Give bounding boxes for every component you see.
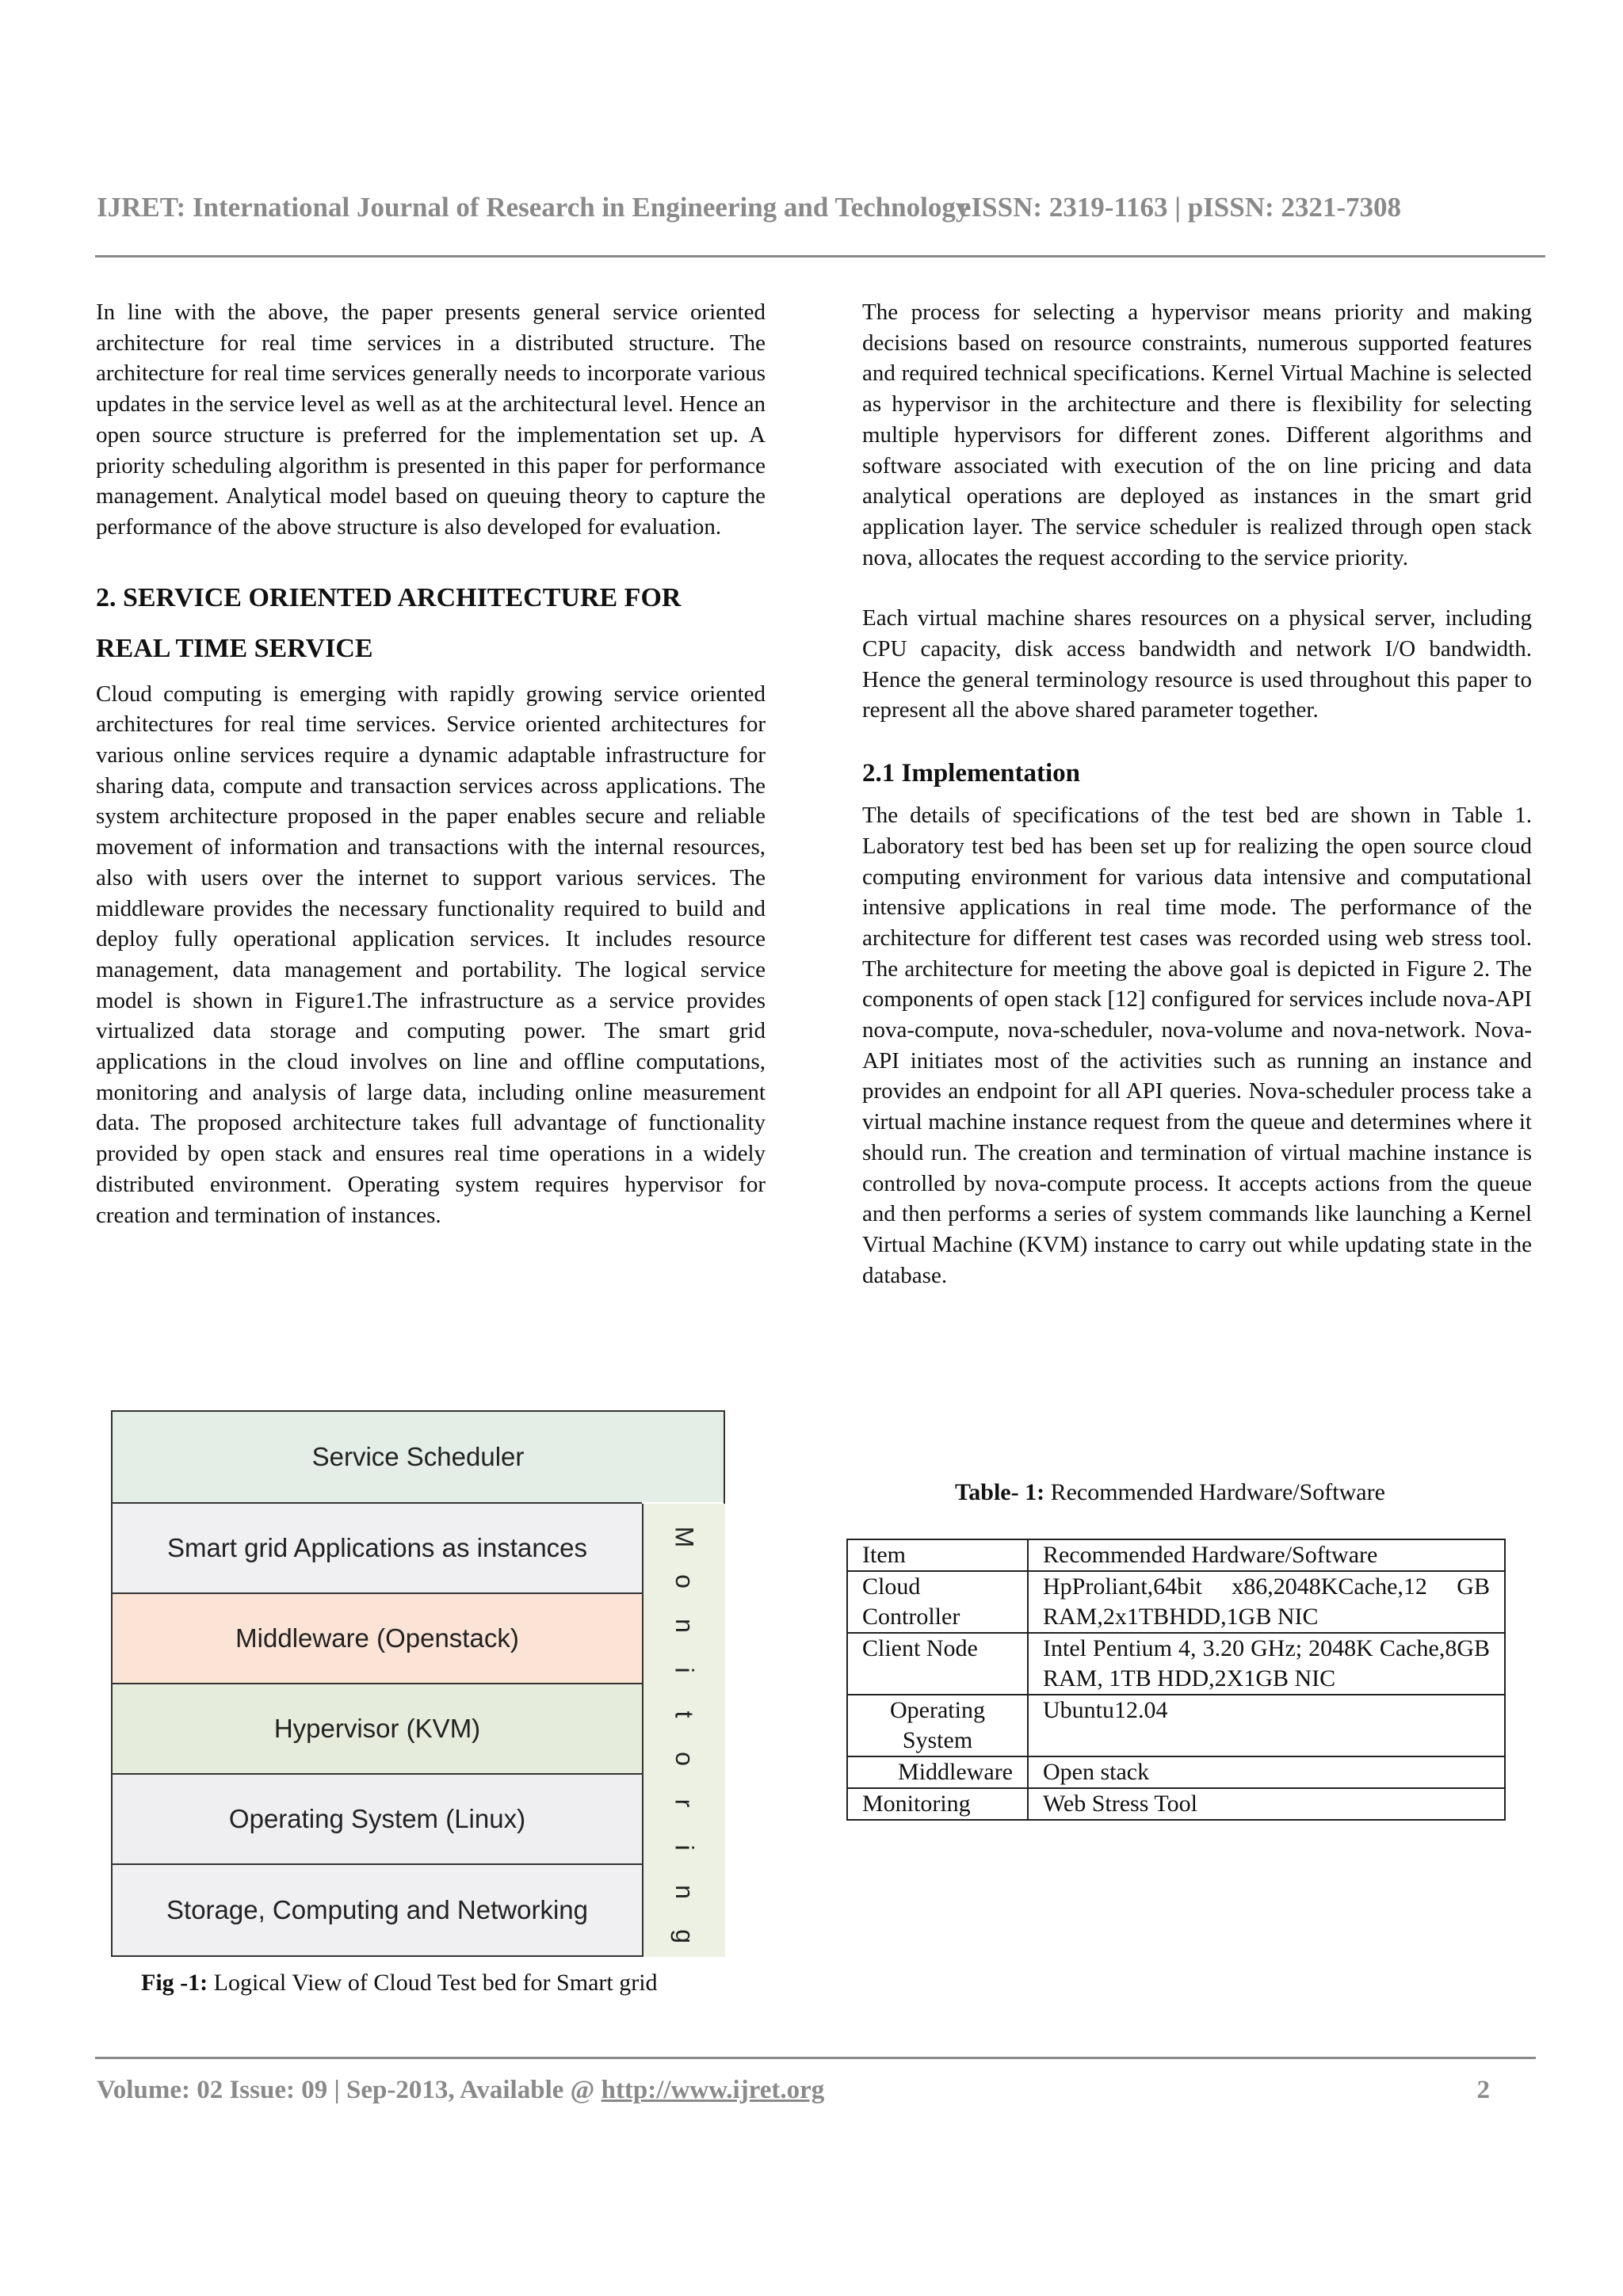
- resources-paragraph: Each virtual machine shares resources on a physical server, including CPU capacity, disk access bandwidth and network I/O bandwidth. Hence the general terminology resource is used throughout this paper to represent all the above shared parameter together.: [862, 605, 1532, 723]
- layer-storage-computing-networking: Storage, Computing and Networking: [113, 1863, 642, 1955]
- layer-operating-system: Operating System (Linux): [113, 1773, 642, 1863]
- volume-info: Volume: 02 Issue: 09 | Sep-2013, Available @: [97, 2076, 601, 2104]
- monitoring-letter: n: [670, 1885, 699, 1899]
- table-cell: Intel Pentium 4, 3.20 GHz; 2048K Cache,8GB RAM, 1TB HDD,2X1GB NIC: [1028, 1633, 1505, 1695]
- layer-smart-grid-apps: Smart grid Applications as instances: [113, 1502, 642, 1592]
- layer-service-scheduler: Service Scheduler: [113, 1412, 724, 1502]
- table-cell: Item: [847, 1539, 1028, 1571]
- monitoring-letter: i: [670, 1667, 699, 1673]
- hypervisor-paragraph: The process for selecting a hypervisor means priority and making decisions based on resource constraints, numerous supported features and required technical specifications. Kernel Virtual Machine is selected as hypervisor in the architecture and there is flexibility for selecting multiple hypervisors for different zones. Different algorithms and software associated with execution of the on line pricing and data analytical operations are deployed as instances in the smart grid application layer. The service scheduler is realized through open stack nova, allocates the request according to the service priority.: [862, 299, 1532, 570]
- implementation-paragraph: The details of specifications of the test bed are shown in Table 1. Laboratory test bed has been set up for realizing the open source cloud computing environment for various data intensive and computational intensive applications in real time mode. The performance of the architecture for different test cases was recorded using web stress tool. The architecture for meeting the above goal is depicted in Figure 2. The components of open stack [12] configured for services include nova-API nova-compute, nova-scheduler, nova-volume and nova-network. Nova-API initiates most of the activities such as running an instance and provides an endpoint for all API queries. Nova-scheduler process take a virtual machine instance request from the queue and determines where it should run. The creation and termination of virtual machine instance is controlled by nova-compute process. It accepts actions from the queue and then performs a series of system commands like launching a Kernel Virtual Machine (KVM) instance to carry out while updating state in the database.: [862, 803, 1532, 1288]
- table-cell: Recommended Hardware/Software: [1028, 1539, 1505, 1571]
- monitoring-letter: o: [670, 1574, 699, 1589]
- left-column: [96, 297, 766, 1261]
- table-cell: Web Stress Tool: [1028, 1788, 1505, 1820]
- figure-caption-text: Logical View of Cloud Test bed for Smart grid: [208, 1970, 658, 1996]
- running-header: [97, 192, 1533, 223]
- section-heading-line1: 2. SERVICE ORIENTED ARCHITECTURE FOR: [96, 582, 682, 612]
- hardware-software-table: [846, 1539, 1506, 1821]
- table-cell: Cloud Controller: [847, 1571, 1028, 1633]
- running-footer: [97, 2076, 1490, 2105]
- table-row: [847, 1633, 1505, 1695]
- monitoring-letter: i: [670, 1844, 699, 1851]
- table-row: [847, 1695, 1505, 1756]
- monitoring-letter: o: [670, 1752, 699, 1766]
- section-heading-line2: REAL TIME SERVICE: [96, 633, 373, 663]
- journal-link[interactable]: http://www.ijret.org: [601, 2076, 825, 2104]
- table-cell: Middleware: [847, 1756, 1028, 1788]
- table-cell: Client Node: [847, 1633, 1028, 1695]
- table-row: [847, 1571, 1505, 1633]
- figure-caption-label: Fig -1:: [141, 1970, 208, 1996]
- right-column: [862, 297, 1532, 1321]
- layer-hypervisor: Hypervisor (KVM): [113, 1683, 642, 1773]
- monitoring-letter: g: [670, 1929, 699, 1943]
- table-row: [847, 1539, 1505, 1571]
- page-number: 2: [1476, 2076, 1490, 2104]
- monitoring-letter: n: [670, 1619, 699, 1633]
- layer-middleware: Middleware (Openstack): [113, 1592, 642, 1683]
- table-cell: Monitoring: [847, 1788, 1028, 1820]
- monitoring-letter: r: [670, 1798, 699, 1808]
- table-caption: [955, 1479, 1385, 1506]
- subsection-heading: 2.1 Implementation: [862, 759, 1080, 788]
- issn-numbers: eISSN: 2319-1163 | pISSN: 2321-7308: [959, 192, 1402, 223]
- table-cell: HpProliant,64bit x86,2048KCache,12 GB RAM,2x1TBHDD,1GB NIC: [1028, 1571, 1505, 1633]
- section-body-paragraph: Cloud computing is emerging with rapidly growing service oriented architectures for real time services. Service oriented architectures for various online services require a dynamic adaptable infrastructure for sharing data, compute and transaction services across applications. The system architecture proposed in the paper enables secure and reliable movement of information and transactions with the internal resources, also with users over the internet to support various services. The middleware provides the necessary functionality required to build and deploy fully operational application services. It includes resource management, data management and portability. The logical service model is shown in Figure1.The infrastructure as a service provides virtualized data storage and computing power. The smart grid applications in the cloud involves on line and offline computations, monitoring and analysis of large data, including online measurement data. The proposed architecture takes full advantage of functionality provided by open stack and ensures real time operations in a widely distributed environment. Operating system requires hypervisor for creation and termination of instances.: [96, 681, 766, 1228]
- monitoring-letter: M: [670, 1526, 699, 1548]
- architecture-figure: [111, 1410, 725, 1957]
- table-cell: Open stack: [1028, 1756, 1505, 1788]
- monitoring-sidebar: [642, 1504, 725, 1957]
- table-caption-label: Table- 1:: [955, 1479, 1045, 1505]
- journal-name: IJRET: International Journal of Research in Engineering and Technology: [97, 192, 970, 223]
- figure-caption: [141, 1970, 658, 1997]
- intro-paragraph: In line with the above, the paper presents general service oriented architecture for real time services in a distributed structure. The architecture for real time services generally needs to incorporate various updates in the service level as well as at the architectural level. Hence an open source structure is preferred for the implementation set up. A priority scheduling algorithm is presented in this paper for performance management. Analytical model based on queuing theory to capture the performance of the above structure is also developed for evaluation.: [96, 299, 766, 540]
- header-rule: [95, 255, 1545, 257]
- table-row: [847, 1756, 1505, 1788]
- footer-rule: [95, 2057, 1536, 2059]
- table-row: [847, 1788, 1505, 1820]
- table-cell: Operating System: [847, 1695, 1028, 1756]
- section-heading: [96, 573, 766, 674]
- monitoring-letter: t: [670, 1711, 699, 1718]
- table-caption-text: Recommended Hardware/Software: [1044, 1479, 1385, 1505]
- table-cell: Ubuntu12.04: [1028, 1695, 1505, 1756]
